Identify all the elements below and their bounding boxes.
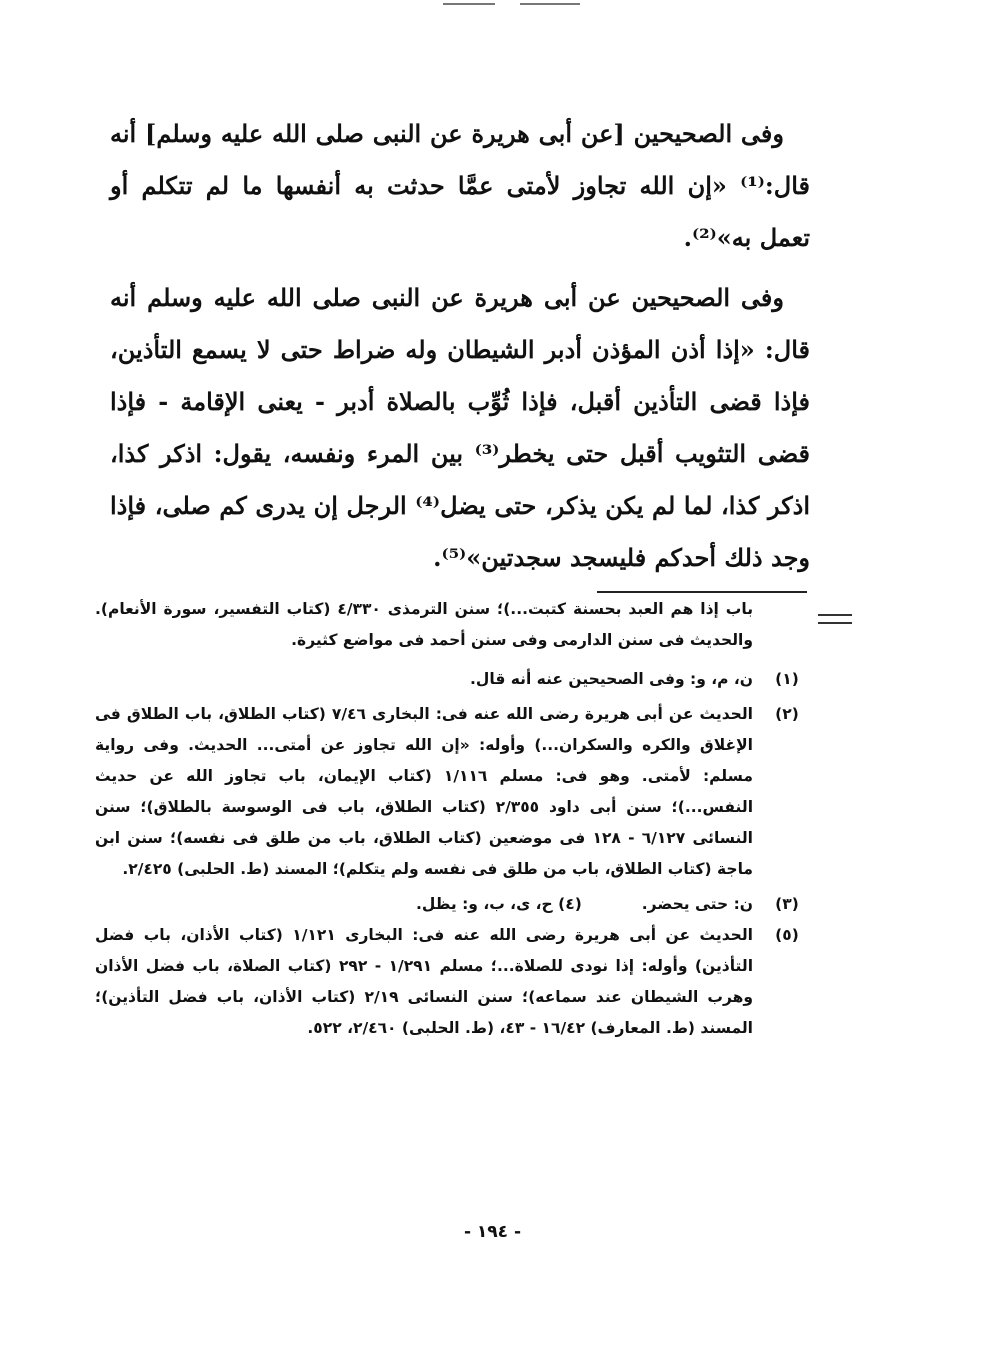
footnotes-3-4 <box>95 889 815 920</box>
footnote-number: (٢) <box>775 705 799 723</box>
footnote-separator <box>597 591 807 593</box>
paragraph-2: وفى الصحيحين عن أبى هريرة عن النبى صلى الله عليه وسلم أنه قال: «إذا أذن المؤذن أدبر الشيطان وله ضراط حتى لا يسمع التأذين، فإذا قضى التأذين أقبل، فإذا ثُوِّب بالصلاة أدبر - يعنى الإقامة - فإذا قضى التثويب أقبل حتى يخطر⁽³⁾ بين المرء ونفسه، يقول: اذكر كذا، اذكر كذا، لما لم يكن يذكر، حتى يضل⁽⁴⁾ الرجل إن يدرى كم صلى، فإذا وجد ذلك أحدكم فليسجد سجدتين»⁽⁵⁾. <box>110 283 810 572</box>
footnote-4 <box>416 889 582 920</box>
top-rule-left <box>443 3 495 5</box>
paragraph-1: وفى الصحيحين [عن أبى هريرة عن النبى صلى الله عليه وسلم] أنه قال:⁽¹⁾ «إن الله تجاوز لأمتى عمَّا حدثت به أنفسها ما لم تتكلم أو تعمل به»⁽²⁾. <box>110 119 810 252</box>
footnote-number: (٥) <box>775 926 799 944</box>
footnote-number: (٣) <box>775 895 799 913</box>
margin-double-rule <box>818 614 852 624</box>
footnote-5 <box>95 920 815 1044</box>
footnote-text: ن، م، و: وفى الصحيحين عنه أنه قال. <box>470 670 753 688</box>
footnote-2 <box>95 699 815 885</box>
footnote-text: الحديث عن أبى هريرة رضى الله عنه فى: البخارى ١/١٢١ (كتاب الأذان، باب فضل التأذين) وأوله: إذا نودى للصلاة...؛ مسلم ١/٢٩١ - ٢٩٢ (كتاب الصلاة، باب فضل الأذان وهرب الشيطان عند سماعه)؛ سنن النسائى ٢/١٩ (كتاب الأذان، باب فضل التأذين)؛ المسند (ط. المعارف) ١٦/٤٢ - ٤٣، (ط. الحلبى) ٢/٤٦٠، ٥٢٢. <box>95 926 754 1037</box>
footnote-1 <box>95 664 815 695</box>
footnote-number: (١) <box>775 670 799 688</box>
main-text <box>110 108 810 584</box>
footnote-3-text: ن: حتى يحضر. <box>641 895 753 913</box>
footnote-continuation: باب إذا هم العبد بحسنة كتبت...)؛ سنن الترمذى ٤/٣٣٠ (كتاب التفسير، سورة الأنعام). والحديث فى سنن الدارمى وفى سنن أحمد فى مواضع كثيرة. <box>95 600 754 649</box>
page-number: - ١٩٤ - <box>463 1222 522 1242</box>
footnote-number: (٤) <box>558 895 582 913</box>
footnote-4-text: ح، ى، ب، و: يظل. <box>416 895 553 913</box>
top-rule-right <box>520 3 580 5</box>
footnotes <box>95 594 815 1044</box>
footnote-text: الحديث عن أبى هريرة رضى الله عنه فى: البخارى ٧/٤٦ (كتاب الطلاق، باب الطلاق فى الإغلاق والكره والسكران...) وأوله: «إن الله تجاوز عن أمتى... الحديث. وفى رواية مسلم: لأمتى. وهو فى: مسلم ١/١١٦ (كتاب الإيمان، باب تجاوز الله عن حديث النفس...)؛ سنن أبى داود ٢/٣٥٥ (كتاب الطلاق، باب فى الوسوسة بالطلاق)؛ سنن النسائى ٦/١٢٧ - ١٢٨ فى موضعين (كتاب الطلاق، باب من طلق فى نفسه)؛ سنن ابن ماجة (كتاب الطلاق، باب من طلق فى نفسه ولم يتكلم)؛ المسند (ط. الحلبى) ٢/٤٢٥. <box>95 705 754 878</box>
